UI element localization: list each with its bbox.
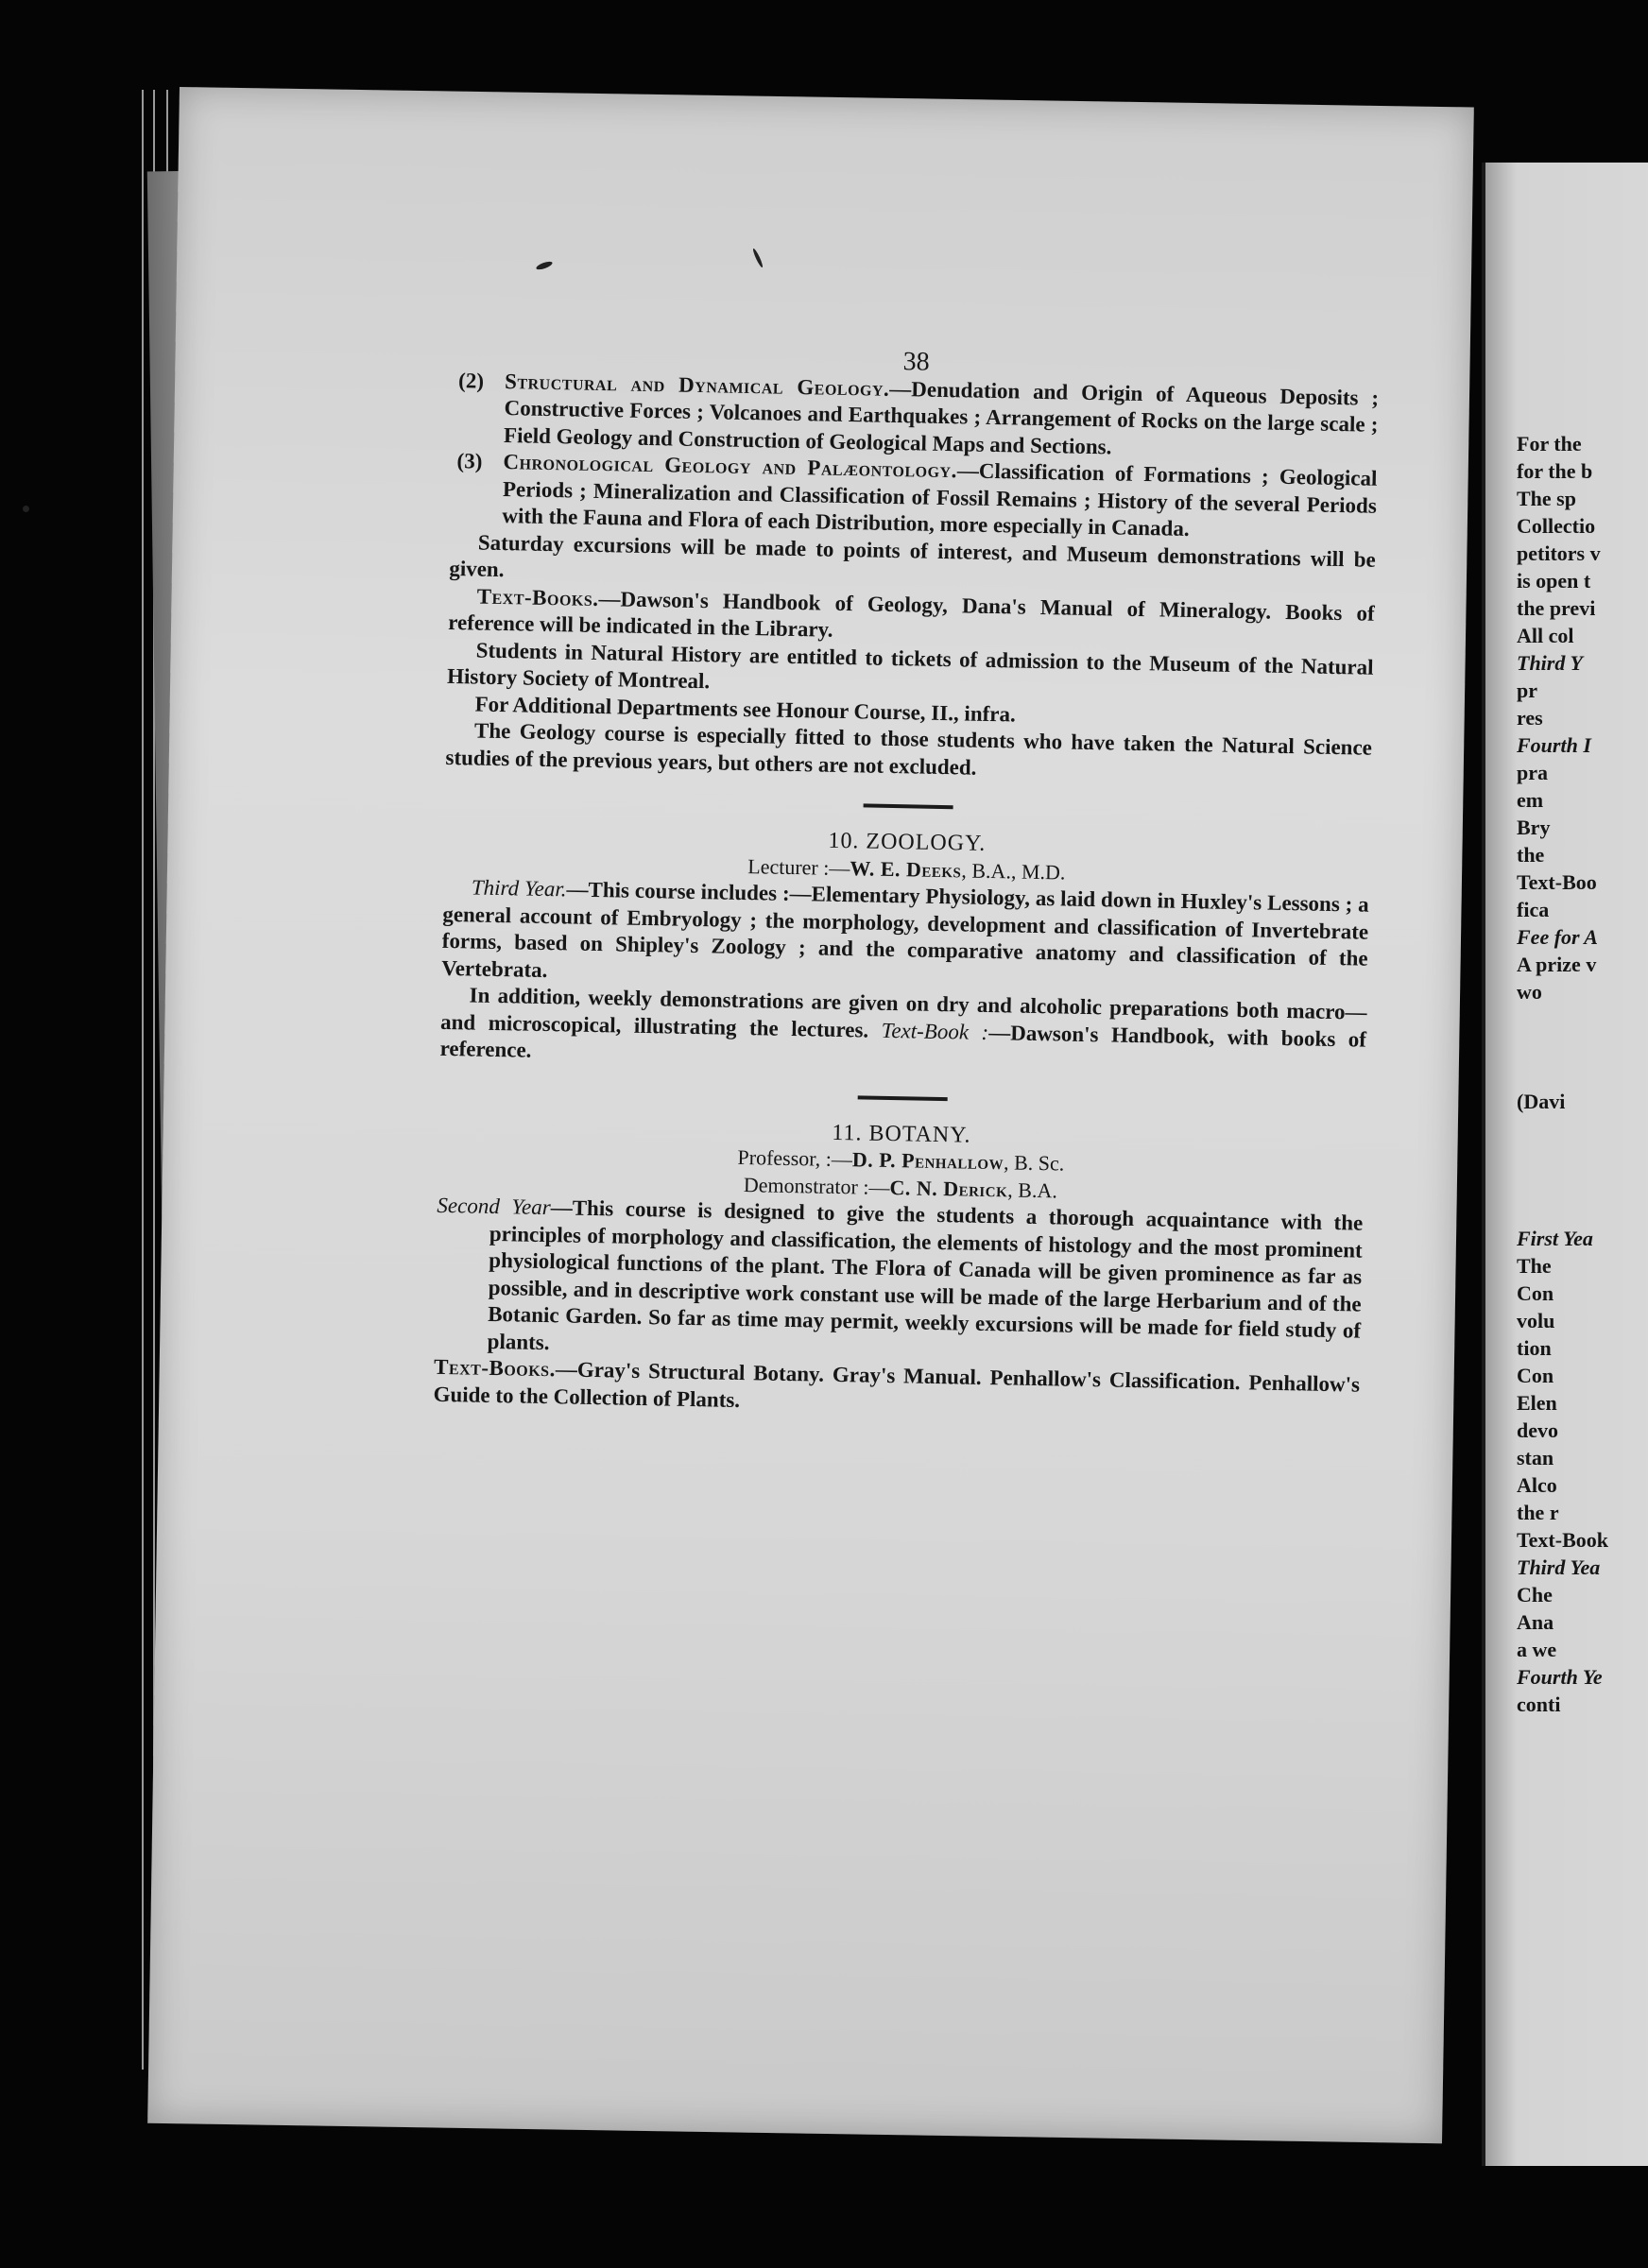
- demonstrations-text: In addition, weekly demonstrations are given on dry and alcoholic preparations both macro—and microscopical, illustrating the lectures.: [439, 983, 1367, 1042]
- facing-page-line: First Yea: [1517, 1227, 1593, 1250]
- demonstrator-label: Demonstrator :—: [743, 1172, 890, 1199]
- course-text: —This course is designed to give the students a thorough acquaintance with the principles of morphology and classification, the elements of histology and the most prominent physiological functions of the plant. The Flora of Canada will be given prominence as far as possible, and in descriptive work constant use will be made of the large Herbarium and of the Botanic Garden. So far as time may permit, weekly excursions will be made for field study of plants.: [487, 1195, 1364, 1354]
- page-text-block: [433, 340, 1380, 1426]
- lecturer-degrees: , B.A., M.D.: [961, 857, 1066, 885]
- lecturer-name: W. E. Deeks: [850, 855, 962, 882]
- facing-page-line: Alco: [1517, 1473, 1557, 1497]
- item-text: —Classification of Formations ; Geological Periods ; Mineralization and Classification of Fossil Remains ; History of the several Periods with the Fauna and Flora of each Distribution, more especially in Canada.: [502, 458, 1378, 541]
- facing-page-line: a we: [1517, 1638, 1557, 1661]
- facing-page-line: (Davi: [1517, 1090, 1566, 1113]
- facing-page-line: [1517, 1033, 1648, 1060]
- textbooks-label: Text-Books.: [476, 584, 599, 610]
- geology-museum: Students in Natural History are entitled to tickets of admission to the Museum of the Natural History Society of Montreal.: [446, 638, 1374, 694]
- botany-course: [434, 1193, 1363, 1372]
- facing-page-line: Fourth Ye: [1517, 1665, 1603, 1689]
- facing-page-text: [1517, 430, 1648, 1718]
- facing-page-line: [1517, 1197, 1648, 1225]
- facing-page-line: em: [1517, 788, 1544, 812]
- textbooks-text: —Dawson's Handbook of Geology, Dana's Manual of Mineralogy. Books of reference will be indicated in the Library.: [448, 586, 1375, 642]
- geology-fitted: The Geology course is especially fitted to those students who have taken the Natural Science studies of the previous years, but others are not excluded.: [445, 718, 1373, 780]
- facing-page-line: devo: [1517, 1418, 1558, 1442]
- facing-page-line: Con: [1517, 1281, 1554, 1305]
- facing-page-line: for the b: [1517, 459, 1593, 483]
- page-number: 38: [902, 347, 930, 377]
- facing-page-line: Bry: [1517, 816, 1551, 839]
- facing-page-line: The: [1517, 1254, 1552, 1278]
- zoology-course: [441, 874, 1369, 1000]
- facing-page-line: [1517, 1060, 1648, 1088]
- item-number: (2): [457, 368, 485, 393]
- textbook-text: —Dawson's Handbook, with books of reference.: [439, 1020, 1367, 1062]
- item-title: Structural and Dynamical Geology.: [504, 369, 890, 401]
- item-title: Chronological Geology and Palæontology.: [503, 450, 958, 483]
- professor-degrees: , B. Sc.: [1003, 1150, 1065, 1176]
- facing-page-line: Fourth I: [1517, 733, 1591, 757]
- facing-page-line: pra: [1517, 761, 1548, 784]
- facing-page-line: volu: [1517, 1309, 1555, 1332]
- item-text: —Denudation and Origin of Aqueous Deposits ; Constructive Forces ; Volcanoes and Earthquakes ; Arrangement of Rocks on the large scale ; Field Geology and Construction of Geological Maps and Sections.: [503, 376, 1380, 458]
- facing-page-line: stan: [1517, 1446, 1554, 1469]
- geology-additional: For Additional Departments see Honour Course, II., infra.: [474, 692, 1017, 726]
- facing-page-line: Third Yea: [1517, 1555, 1601, 1579]
- facing-page-line: Fee for A: [1517, 925, 1598, 949]
- facing-page-line: [1517, 1115, 1648, 1143]
- facing-page-line: Collectio: [1517, 514, 1596, 538]
- facing-page-line: Text-Book: [1517, 1528, 1608, 1552]
- section-divider: [863, 803, 953, 809]
- facing-page-line: tion: [1517, 1336, 1552, 1360]
- facing-page-line: petitors v: [1517, 541, 1601, 565]
- facing-page-line: the previ: [1517, 596, 1596, 620]
- facing-page-line: wo: [1517, 980, 1542, 1004]
- professor-name: D. P. Penhallow: [851, 1147, 1004, 1175]
- demonstrator-degrees: , B.A.: [1007, 1177, 1058, 1202]
- professor-label: Professor, :—: [737, 1144, 853, 1172]
- facing-page-line: fica: [1517, 898, 1550, 921]
- botany-heading: 11. BOTANY.: [832, 1120, 971, 1148]
- zoology-heading: 10. ZOOLOGY.: [828, 828, 987, 856]
- facing-page-line: [1517, 1005, 1648, 1033]
- facing-page-line: Elen: [1517, 1391, 1557, 1415]
- facing-page-line: The sp: [1517, 487, 1576, 510]
- facing-page-line: A prize v: [1517, 953, 1597, 976]
- facing-page-line: Ana: [1517, 1610, 1554, 1634]
- facing-page-line: conti: [1517, 1692, 1561, 1716]
- year-label: Second Year: [437, 1193, 551, 1220]
- facing-page-line: the: [1517, 843, 1545, 867]
- zoology-demonstrations: [439, 982, 1366, 1080]
- textbooks-text: —Gray's Structural Botany. Gray's Manual. Penhallow's Classification. Penhallow's Guide to the Collection of Plants.: [433, 1357, 1361, 1412]
- facing-page-line: Con: [1517, 1364, 1554, 1387]
- geology-excursions: Saturday excursions will be made to points of interest, and Museum demonstrations will be given.: [449, 530, 1376, 582]
- facing-page-line: Che: [1517, 1583, 1553, 1606]
- course-text: —This course includes :—Elementary Physiology, as laid down in Huxley's Lessons ; a general account of Embryology ; the morphology, development and classification of Invertebrate forms, based on Shipley's Zoology ; and the comparative anatomy and classification of the Vertebrata.: [441, 877, 1369, 982]
- facing-page-line: pr: [1517, 679, 1537, 702]
- facing-page-line: [1517, 1170, 1648, 1197]
- facing-page-line: res: [1517, 706, 1543, 730]
- textbooks-label: Text-Books.: [433, 1354, 557, 1382]
- scan-speck: [23, 506, 29, 512]
- facing-page-line: [1517, 1143, 1648, 1170]
- section-divider: [857, 1095, 947, 1101]
- facing-page-line: Text-Boo: [1517, 870, 1597, 894]
- demonstrator-name: C. N. Derick: [889, 1175, 1008, 1201]
- page-stack-edge: [142, 90, 144, 2070]
- textbook-label: Text-Book :: [881, 1018, 989, 1044]
- facing-page-line: All col: [1517, 624, 1574, 647]
- year-label: Third Year.: [471, 875, 567, 902]
- facing-page-line: the r: [1517, 1501, 1559, 1524]
- item-number: (3): [456, 449, 483, 473]
- facing-page-line: is open t: [1517, 569, 1591, 593]
- facing-page-line: For the: [1517, 432, 1582, 455]
- lecturer-label: Lecturer :—: [747, 853, 850, 880]
- facing-page-line: Third Y: [1517, 651, 1583, 675]
